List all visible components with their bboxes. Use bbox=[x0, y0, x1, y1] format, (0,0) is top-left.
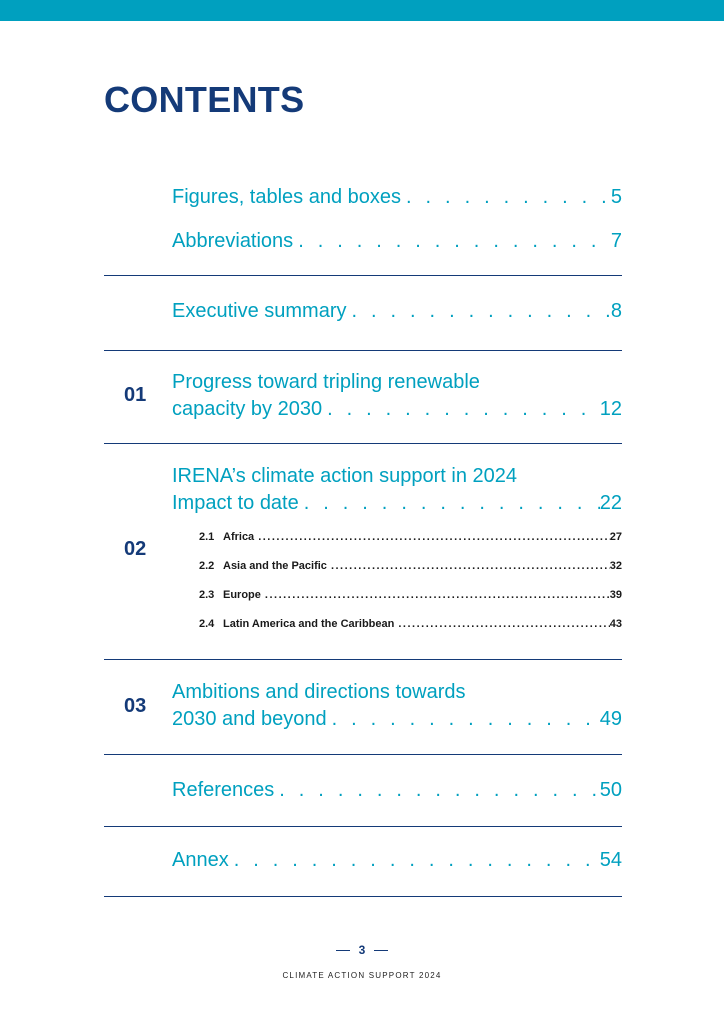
divider bbox=[104, 443, 622, 444]
subsection-page-number: 43 bbox=[609, 618, 622, 630]
subsection-label: Africa bbox=[223, 531, 255, 543]
footer-publication-title: CLIMATE ACTION SUPPORT 2024 bbox=[282, 971, 442, 980]
leader-dots bbox=[293, 228, 611, 255]
leader-dots bbox=[327, 559, 610, 573]
subsection-number: 2.4 bbox=[199, 618, 215, 630]
leader-dots bbox=[274, 777, 599, 804]
leader-dots bbox=[327, 706, 600, 733]
page-title: CONTENTS bbox=[104, 79, 305, 120]
subsection-page-number: 39 bbox=[609, 589, 622, 601]
toc-entry-chapter-1[interactable] bbox=[172, 369, 622, 423]
toc-page-number: 49 bbox=[599, 708, 622, 730]
divider bbox=[104, 350, 622, 351]
toc-page-number: 7 bbox=[610, 230, 622, 252]
toc-label-line1: Ambitions and directions towards bbox=[172, 681, 466, 703]
leader-dots bbox=[299, 490, 600, 517]
toc-subentry-africa[interactable] bbox=[199, 530, 622, 544]
divider bbox=[104, 275, 622, 276]
divider bbox=[104, 826, 622, 827]
toc-entry-figures[interactable] bbox=[172, 184, 622, 211]
toc-subentry-asia-pacific[interactable] bbox=[199, 559, 622, 573]
toc-label: Abbreviations bbox=[172, 230, 294, 252]
dash-decoration bbox=[374, 950, 388, 951]
toc-page-number: 12 bbox=[599, 398, 622, 420]
toc-page-number: 50 bbox=[599, 779, 622, 801]
subsection-page-number: 32 bbox=[609, 560, 622, 572]
toc-subentry-latin-america[interactable] bbox=[199, 617, 622, 631]
chapter-number-03: 03 bbox=[124, 695, 147, 717]
toc-entry-chapter-3[interactable] bbox=[172, 679, 622, 733]
subsection-label: Europe bbox=[223, 589, 261, 601]
toc-page-number: 54 bbox=[599, 849, 622, 871]
divider bbox=[104, 754, 622, 755]
toc-label: References bbox=[172, 779, 275, 801]
toc-subentry-europe[interactable] bbox=[199, 588, 622, 602]
leader-dots bbox=[394, 617, 609, 631]
toc-page-number: 22 bbox=[599, 492, 622, 514]
chapter-number-02: 02 bbox=[124, 538, 147, 560]
toc-entry-abbreviations[interactable] bbox=[172, 228, 622, 255]
subsection-number: 2.3 bbox=[199, 589, 215, 601]
toc-page-number: 8 bbox=[610, 300, 622, 322]
toc-label: Executive summary bbox=[172, 300, 347, 322]
toc-entry-chapter-2[interactable] bbox=[172, 463, 622, 517]
leader-dots bbox=[229, 847, 600, 874]
subsection-label: Latin America and the Caribbean bbox=[223, 618, 395, 630]
toc-label: Figures, tables and boxes bbox=[172, 186, 402, 208]
leader-dots bbox=[254, 530, 610, 544]
dash-decoration bbox=[336, 950, 350, 951]
leader-dots bbox=[322, 396, 600, 423]
divider bbox=[104, 659, 622, 660]
subsection-number: 2.1 bbox=[199, 531, 215, 543]
divider bbox=[104, 896, 622, 897]
toc-label-line1: Progress toward tripling renewable bbox=[172, 371, 480, 393]
page-number: 3 bbox=[358, 943, 366, 957]
toc-label-line2: 2030 and beyond bbox=[172, 708, 327, 730]
toc-label-line1: IRENA’s climate action support in 2024 bbox=[172, 465, 517, 487]
toc-page-number: 5 bbox=[610, 186, 622, 208]
top-accent-bar bbox=[0, 0, 724, 21]
toc-entry-references[interactable] bbox=[172, 777, 622, 804]
footer-page-number bbox=[0, 943, 724, 957]
subsection-label: Asia and the Pacific bbox=[223, 560, 327, 572]
toc-label-line2: Impact to date bbox=[172, 492, 299, 514]
leader-dots bbox=[401, 184, 611, 211]
toc-label: Annex bbox=[172, 849, 229, 871]
subsection-page-number: 27 bbox=[609, 531, 622, 543]
leader-dots bbox=[347, 298, 611, 325]
toc-entry-executive-summary[interactable] bbox=[172, 298, 622, 325]
leader-dots bbox=[261, 588, 610, 602]
chapter-number-01: 01 bbox=[124, 384, 147, 406]
toc-label-line2: capacity by 2030 bbox=[172, 398, 323, 420]
subsection-number: 2.2 bbox=[199, 560, 215, 572]
toc-entry-annex[interactable] bbox=[172, 847, 622, 874]
